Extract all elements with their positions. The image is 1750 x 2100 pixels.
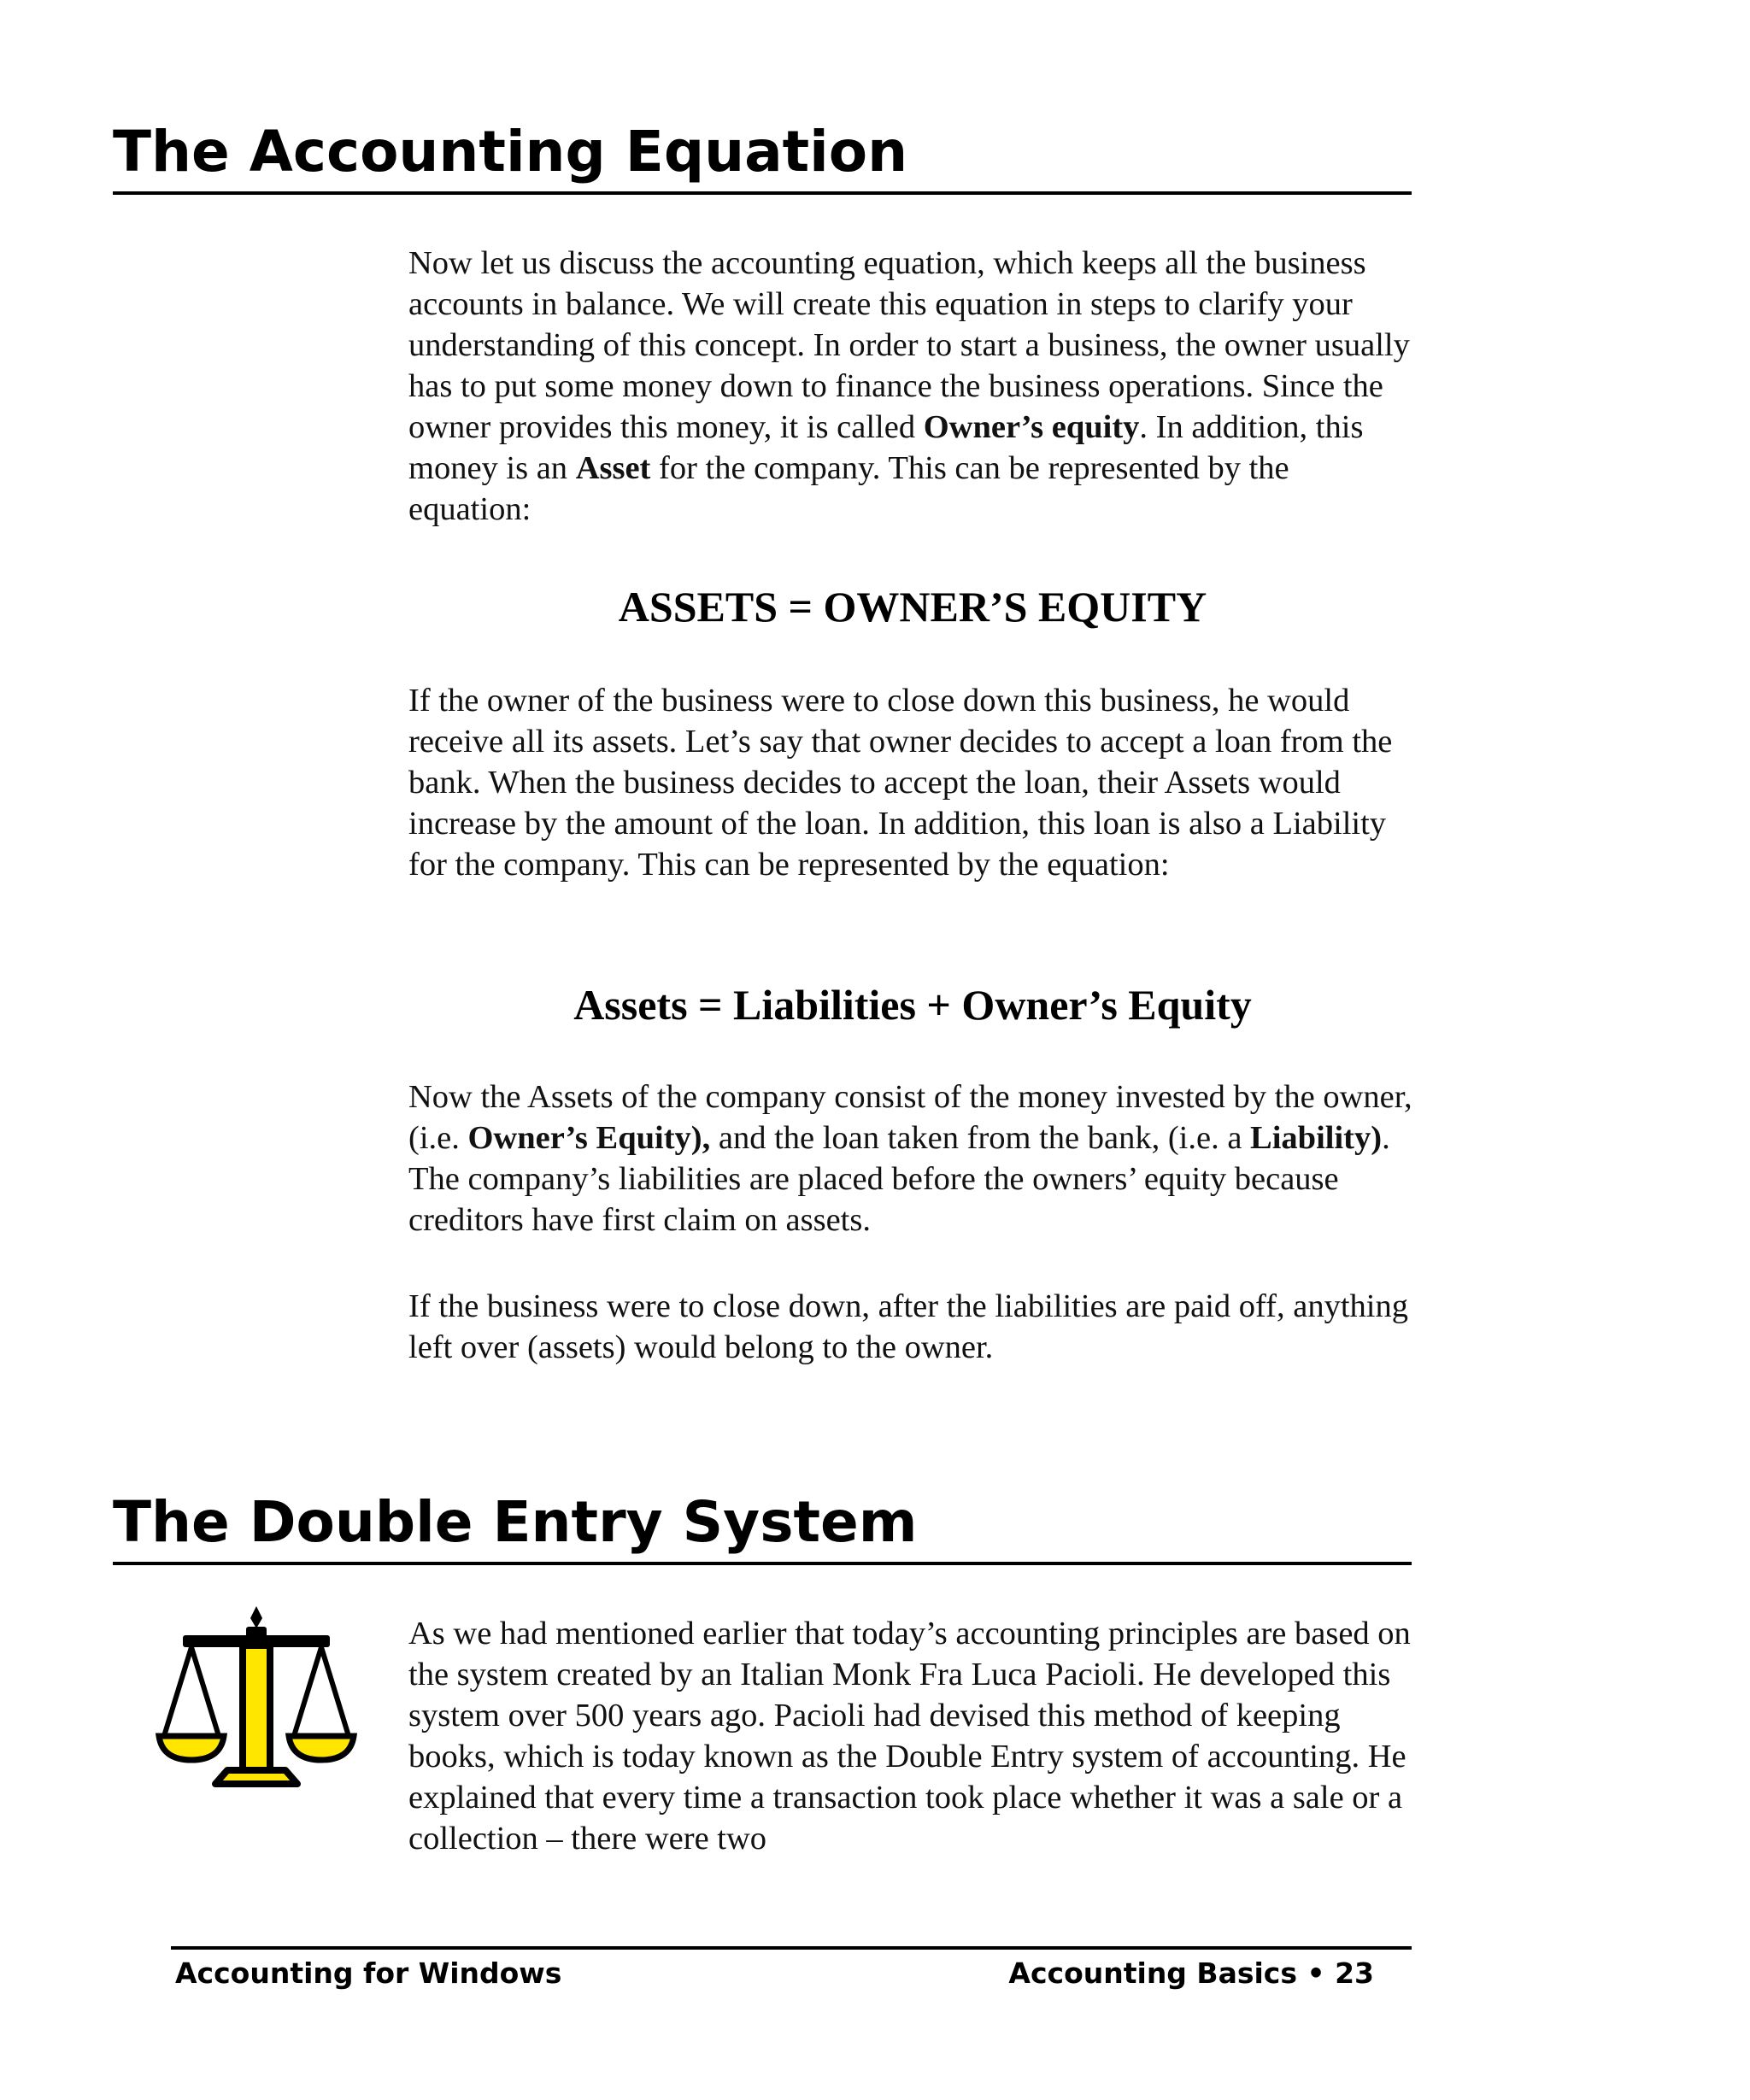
paragraph-intro-text-3: for the company. This can be represented by the equation: <box>408 450 1289 527</box>
scales-of-justice-icon <box>154 1599 359 1796</box>
paragraph-assets-text-1: Now the Assets of the company consist of the money invested by the owner, (i.e. <box>408 1079 1412 1156</box>
paragraph-intro-text-2: . In addition, this money is an <box>408 409 1364 486</box>
paragraph-assets-text-2: and the loan taken from the bank, (i.e. a <box>710 1120 1251 1156</box>
paragraph-close-down: If the business were to close down, after the liabilities are paid off, anything left over (assets) would belong to the owner. <box>408 1288 1408 1365</box>
term-owners-equity: Owner’s equity <box>923 409 1140 445</box>
term-asset: Asset <box>575 450 651 486</box>
paragraph-loan: If the owner of the business were to close down this business, he would receive all its assets. Let’s say that owner decides to accept a loan from the bank. When the business decides to accept the loan, their Assets would increase by the amount of the loan. In addition, this loan is also a Liability for the company. This can be represented by the equation: <box>408 683 1393 883</box>
paragraph-intro <box>408 243 1417 530</box>
paragraph-pacioli: As we had mentioned earlier that today’s accounting principles are based on the system created by an Italian Monk Fra Luca Pacioli. He developed this system over 500 years ago. Pacioli had devised this method of keeping books, which is today known as the Double Entry system of accounting. He explained that every time a transaction took place whether it was a sale or a collection – there were two <box>408 1616 1411 1857</box>
footer-chapter-page: Accounting Basics • 23 <box>1008 1956 1374 1990</box>
paragraph-assets-composition <box>408 1076 1417 1241</box>
equation-assets-liabilities-equity: Assets = Liabilities + Owner’s Equity <box>573 981 1252 1029</box>
paragraph-intro-text-1: Now let us discuss the accounting equation, which keeps all the business accounts in balance. We will create this equation in steps to clarify your understanding of this concept. In order to start a business, the owner usually has to put some money down to finance the business operations. Since the owner provides this money, it is called <box>408 245 1410 445</box>
section-title-accounting-equation: The Accounting Equation <box>113 118 1412 195</box>
term-liability: Liability) <box>1250 1120 1383 1156</box>
footer-divider <box>171 1946 1412 1950</box>
equation-assets-owners-equity: ASSETS = OWNER’S EQUITY <box>618 583 1207 631</box>
section-title-double-entry-system: The Double Entry System <box>113 1488 1412 1565</box>
paragraph-assets-text-3: . The company’s liabilities are placed before the owners’ equity because creditors have first claim on assets. <box>408 1120 1390 1238</box>
term-owners-equity-2: Owner’s Equity), <box>467 1120 711 1156</box>
footer-book-title: Accounting for Windows <box>175 1956 562 1990</box>
